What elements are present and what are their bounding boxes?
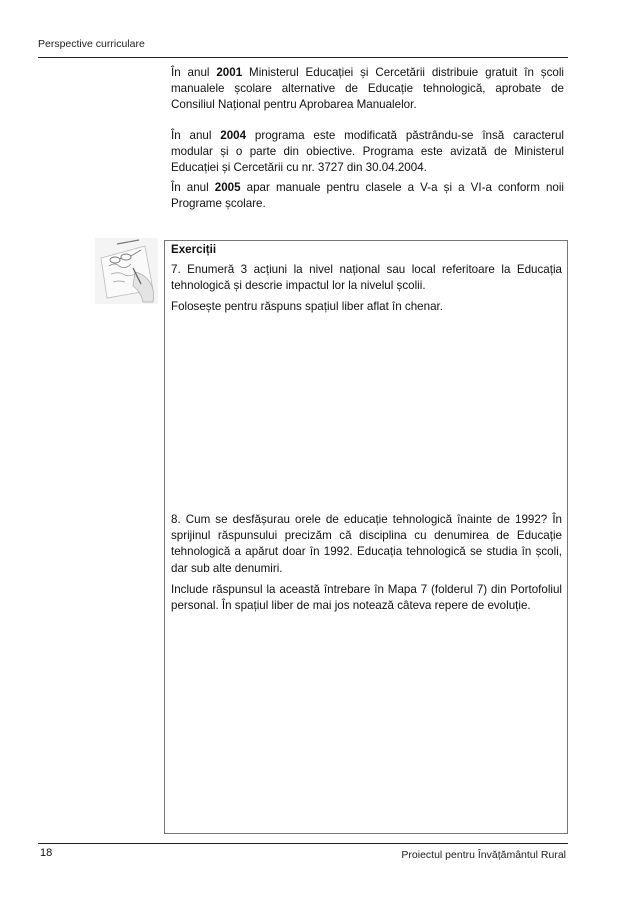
footer-divider xyxy=(38,843,568,844)
question-7-note: Folosește pentru răspuns spațiul liber aflat în chenar. xyxy=(171,300,443,314)
p1-post: Ministerul Educației și Cercetării distribuie gratuit în școli manualele școlare alternative de Educație tehnologică, aprobate de Consiliul Național pentru Aprobarea Manualelor. xyxy=(171,66,564,112)
paragraph-2005 xyxy=(171,180,564,212)
p3-post: apar manuale pentru clasele a V-a și a VI-a conform noii Programe școlare. xyxy=(171,181,565,211)
p3-pre: În anul xyxy=(171,181,215,195)
exercise-title: Exerciții xyxy=(171,243,217,256)
p1-pre: În anul xyxy=(171,66,217,79)
question-8-text: 8. Cum se desfășurau orele de educație tehnologică înainte de 1992? În sprijinul răspunsului precizăm că disciplina cu denumirea de Educație tehnologică a apărut doar în 1992. Educația tehnologică se studia în școli, dar sub alte denumiri. xyxy=(171,513,562,575)
year-2005: 2005 xyxy=(214,181,241,195)
footer-project-title: Proiectul pentru Învățământul Rural xyxy=(401,849,566,861)
header-divider xyxy=(38,57,568,58)
intro-text xyxy=(171,65,564,227)
paragraph-2004 xyxy=(171,128,564,177)
question-8-note: Include răspunsul la această întrebare în Mapa 7 (folderul 7) din Portofoliul personal. În spațiul liber de mai jos notează câteva repere de evoluție. xyxy=(171,582,562,613)
question-7 xyxy=(171,262,562,321)
question-8 xyxy=(171,512,562,619)
p2-pre: În anul xyxy=(171,128,221,142)
writing-hand-icon xyxy=(95,238,158,304)
running-title: Perspective curriculare xyxy=(38,38,145,50)
paragraph-2001 xyxy=(171,65,564,114)
p2-post: programa este modificată păstrându-se însă caracterul modular și o parte din obiective. Programa este avizată de Ministerul Educației și Cercetării cu nr. 3727 din 30.04.2004. xyxy=(171,128,564,175)
year-2001: 2001 xyxy=(216,66,243,79)
year-2004: 2004 xyxy=(220,128,247,142)
page-number: 18 xyxy=(40,847,53,859)
question-7-text: 7. Enumeră 3 acțiuni la nivel național sau local referitoare la Educația tehnologică și descrie impactul lor la nivelul școlii. xyxy=(171,263,562,293)
